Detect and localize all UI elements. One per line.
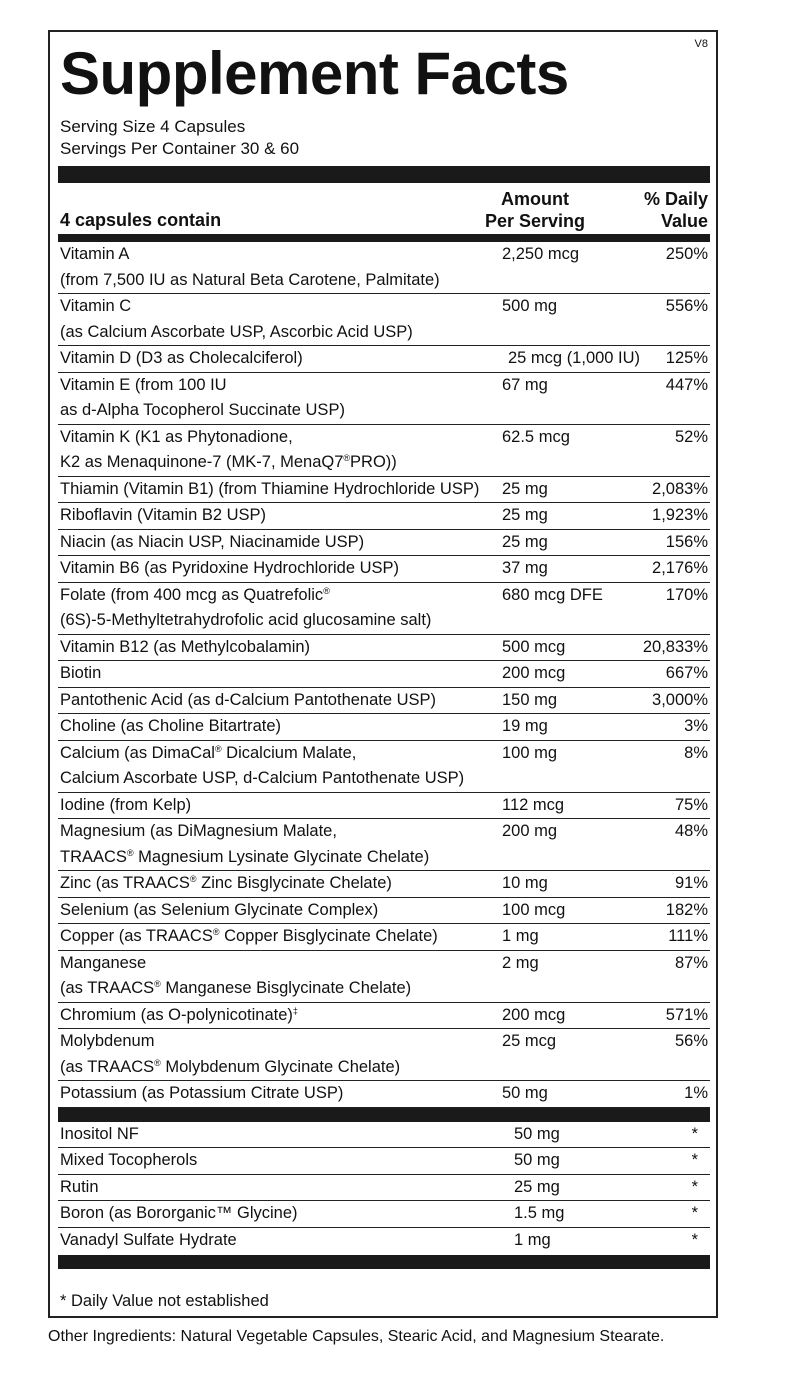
ingredient-daily-value: * [691, 1124, 698, 1143]
nutrient-name: Vitamin E (from 100 IU [60, 375, 227, 394]
ingredient-amount: 50 mg [514, 1151, 560, 1169]
table-row [58, 242, 710, 294]
nutrient-name: Thiamin (Vitamin B1) (from Thiamine Hydrochloride USP) [60, 479, 480, 498]
nutrient-daily-value: 52% [674, 427, 708, 446]
table-row [58, 819, 710, 871]
nutrient-name: Vitamin D (D3 as Cholecalciferol) [60, 349, 303, 367]
nutrient-daily-value: 447% [665, 375, 708, 394]
servings-per-container: Servings Per Container 30 & 60 [60, 139, 300, 158]
ingredient-name: Boron (as Bororganic™ Glycine) [60, 1204, 298, 1222]
nutrient-name: Manganese [60, 953, 147, 972]
nutrient-amount: 680 mcg DFE [502, 585, 603, 604]
ingredient-daily-value: * [691, 1177, 698, 1196]
ingredient-daily-value: * [691, 1151, 698, 1169]
ingredient-daily-value: * [691, 1204, 698, 1222]
nutrient-name: Selenium (as Selenium Glycinate Complex) [60, 900, 379, 919]
nutrient-name: Vitamin A [60, 245, 130, 263]
nutrient-name: Vitamin K (K1 as Phytonadione, [60, 427, 293, 446]
nutrient-amount: 10 mg [502, 874, 548, 892]
ingredient-name: Inositol NF [60, 1124, 139, 1143]
nutrient-name: Vitamin C [60, 297, 132, 315]
serving-size: Serving Size 4 Capsules [60, 117, 246, 136]
table-row [58, 661, 710, 688]
panel-title: Supplement Facts [60, 40, 569, 107]
nutrient-daily-value: 182% [665, 900, 708, 919]
table-row [58, 530, 710, 557]
other-ingredients: Other Ingredients: Natural Vegetable Capsules, Stearic Acid, and Magnesium Stearate. [48, 1328, 665, 1345]
serving-info [60, 116, 299, 160]
nutrient-source: (as Calcium Ascorbate USP, Ascorbic Acid USP) [60, 322, 413, 341]
nutrient-daily-value: 91% [674, 874, 708, 892]
nutrient-daily-value: 571% [665, 1005, 708, 1024]
nutrient-daily-value: 250% [665, 245, 708, 263]
nutrient-amount: 100 mg [502, 743, 558, 762]
header-daily-value: % Daily Value [643, 189, 708, 231]
nutrient-name: Pantothenic Acid (as d-Calcium Pantothenate USP) [60, 690, 437, 709]
nutrient-amount: 200 mcg [502, 1005, 566, 1024]
nutrient-daily-value: 87% [674, 953, 708, 972]
table-row [58, 425, 710, 477]
nutrient-name: Vitamin B6 (as Pyridoxine Hydrochloride USP) [60, 559, 399, 577]
ingredient-daily-value: * [691, 1230, 698, 1249]
nutrient-table [58, 242, 710, 1269]
nutrient-daily-value: 2,176% [652, 559, 708, 577]
nutrient-name: Iodine (from Kelp) [60, 795, 192, 814]
header-divider [58, 234, 710, 242]
nutrient-amount: 150 mg [502, 690, 558, 709]
table-row [58, 1148, 710, 1175]
nutrient-amount: 500 mcg [502, 637, 566, 656]
header-amount: Amount Per Serving [484, 189, 586, 231]
table-row [58, 1201, 710, 1228]
table-row [58, 898, 710, 925]
footnote: * Daily Value not established [60, 1292, 269, 1310]
nutrient-daily-value: 667% [665, 664, 708, 682]
nutrient-source: (from 7,500 IU as Natural Beta Carotene, Palmitate) [60, 270, 440, 289]
ingredient-name: Rutin [60, 1177, 99, 1196]
nutrient-name: Riboflavin (Vitamin B2 USP) [60, 506, 267, 524]
nutrient-amount: 2,250 mcg [502, 245, 580, 263]
table-row [58, 1175, 710, 1202]
table-row [58, 373, 710, 425]
nutrient-daily-value: 125% [665, 349, 708, 367]
nutrient-daily-value: 2,083% [652, 479, 708, 498]
nutrient-name: Potassium (as Potassium Citrate USP) [60, 1084, 344, 1102]
table-row [58, 1122, 710, 1149]
nutrient-source: (as TRAACS® Manganese Bisglycinate Chelate) [60, 979, 412, 997]
table-row [58, 741, 710, 793]
table-row [58, 583, 710, 635]
ingredient-amount: 1 mg [514, 1230, 551, 1249]
nutrient-name: Vitamin B12 (as Methylcobalamin) [60, 637, 311, 656]
table-row [58, 924, 710, 951]
header-contains: 4 capsules contain [60, 210, 222, 230]
nutrient-source: TRAACS® Magnesium Lysinate Glycinate Chelate) [60, 847, 430, 866]
nutrient-amount: 37 mg [502, 559, 548, 577]
table-row [58, 1228, 710, 1254]
nutrient-amount: 25 mcg [502, 1032, 557, 1050]
nutrient-daily-value: 48% [674, 822, 708, 840]
nutrient-amount: 200 mg [502, 822, 558, 840]
table-row [58, 871, 710, 898]
nutrient-daily-value: 170% [665, 585, 708, 604]
nutrient-amount: 1 mg [502, 927, 539, 945]
table-row [58, 556, 710, 583]
nutrient-amount: 25 mg [502, 479, 548, 498]
ingredient-amount: 1.5 mg [514, 1204, 565, 1222]
nutrient-amount: 200 mcg [502, 664, 566, 682]
supplement-facts-panel [48, 30, 718, 1318]
nutrient-daily-value: 1% [684, 1084, 708, 1102]
nutrient-name: Calcium (as DimaCal® Dicalcium Malate, [60, 743, 357, 762]
nutrient-source: K2 as Menaquinone-7 (MK-7, MenaQ7®PRO)) [60, 453, 397, 471]
table-row [58, 635, 710, 662]
thick-divider-middle [58, 1108, 710, 1122]
version-label: V8 [694, 38, 708, 50]
table-row [58, 1003, 710, 1030]
ingredient-name: Mixed Tocopherols [60, 1151, 198, 1169]
nutrient-name: Biotin [60, 664, 102, 682]
nutrient-name: Zinc (as TRAACS® Zinc Bisglycinate Chelate) [60, 874, 392, 892]
ingredient-name: Vanadyl Sulfate Hydrate [60, 1230, 237, 1249]
nutrient-source: as d-Alpha Tocopherol Succinate USP) [60, 401, 345, 419]
nutrient-amount: 500 mg [502, 297, 558, 315]
nutrient-name: Molybdenum [60, 1032, 155, 1050]
table-row [58, 688, 710, 715]
table-row [58, 951, 710, 1003]
nutrient-amount: 19 mg [502, 717, 548, 735]
nutrient-daily-value: 20,833% [642, 637, 708, 656]
ingredient-amount: 50 mg [514, 1124, 560, 1143]
ingredient-amount: 25 mg [514, 1177, 560, 1196]
nutrient-amount: 50 mg [502, 1084, 548, 1102]
nutrient-amount: 100 mcg [502, 900, 566, 919]
table-row [58, 1081, 710, 1108]
nutrient-amount: 2 mg [502, 953, 539, 972]
table-row [58, 793, 710, 820]
nutrient-source: Calcium Ascorbate USP, d-Calcium Pantothenate USP) [60, 769, 465, 787]
nutrient-name: Magnesium (as DiMagnesium Malate, [60, 822, 337, 840]
nutrient-name: Choline (as Choline Bitartrate) [60, 717, 282, 735]
nutrient-daily-value: 3% [684, 717, 708, 735]
nutrient-amount: 25 mcg (1,000 IU) [508, 349, 641, 367]
table-row [58, 477, 710, 504]
nutrient-daily-value: 56% [674, 1032, 708, 1050]
nutrient-amount: 25 mg [502, 506, 548, 524]
nutrient-source: (as TRAACS® Molybdenum Glycinate Chelate) [60, 1057, 401, 1076]
nutrient-daily-value: 8% [684, 743, 708, 762]
thick-divider-top [58, 166, 710, 183]
table-row [58, 714, 710, 741]
nutrient-amount: 112 mcg [502, 795, 565, 814]
nutrient-name: Copper (as TRAACS® Copper Bisglycinate Chelate) [60, 927, 438, 945]
nutrient-daily-value: 111% [668, 927, 708, 945]
nutrient-daily-value: 556% [665, 297, 708, 315]
nutrient-amount: 67 mg [502, 375, 548, 394]
nutrient-name: Chromium (as O-polynicotinate)‡ [60, 1005, 298, 1024]
nutrient-daily-value: 1,923% [652, 506, 708, 524]
table-row [58, 1029, 710, 1081]
nutrient-name: Folate (from 400 mcg as Quatrefolic® [60, 585, 330, 604]
nutrient-amount: 62.5 mcg [502, 427, 570, 446]
table-row [58, 503, 710, 530]
nutrient-daily-value: 156% [665, 532, 708, 551]
nutrient-daily-value: 75% [674, 795, 708, 814]
nutrient-daily-value: 3,000% [652, 690, 708, 709]
nutrient-name: Niacin (as Niacin USP, Niacinamide USP) [60, 532, 365, 551]
nutrient-source: (6S)-5-Methyltetrahydrofolic acid glucosamine salt) [60, 611, 432, 629]
table-row [58, 346, 710, 373]
table-row [58, 294, 710, 346]
thick-divider-bottom [58, 1255, 710, 1269]
nutrient-amount: 25 mg [502, 532, 548, 551]
